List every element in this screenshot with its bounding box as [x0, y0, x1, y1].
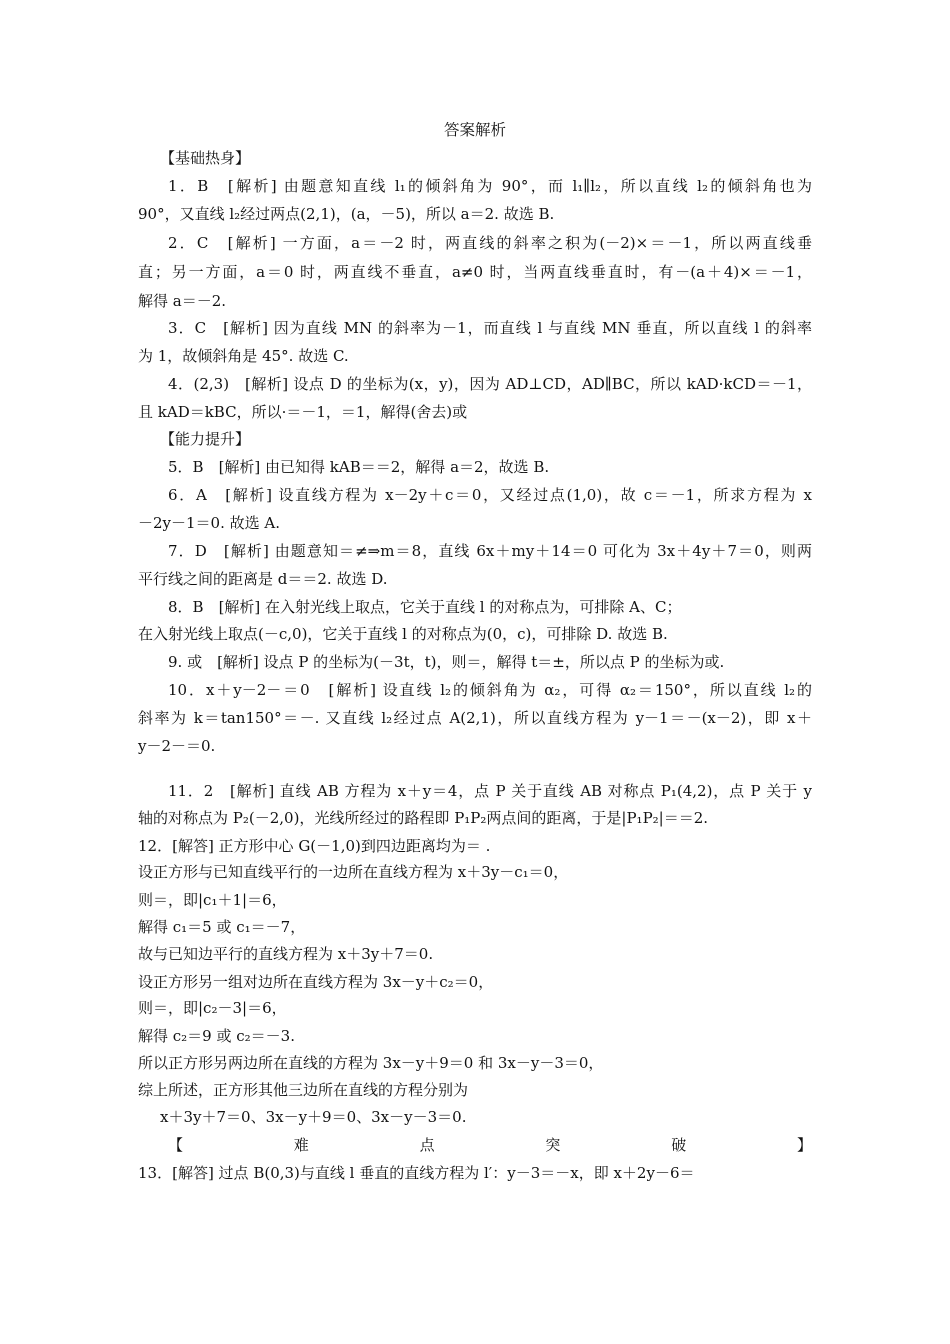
answer-line: 直；另一方面，a＝0 时，两直线不垂直，a≠0 时，当两直线垂直时，有－(a＋4)×＝－1，: [138, 263, 812, 281]
answer-line: 在入射光线上取点(－c,0)，它关于直线 l 的对称点为(0，c)，可排除 D. 故选 B.: [138, 625, 668, 643]
answer-line: 7．D [解析] 由题意知＝≠⇒m＝8，直线 6x＋my＋14＝0 可化为 3x＋4y＋7＝0，则两: [168, 542, 812, 560]
answer-line: 则＝，即|c₁＋1|＝6，: [138, 891, 287, 909]
answer-line: 【难点突破】: [168, 1136, 812, 1154]
answer-line: 斜率为 k＝tan150°＝－. 又直线 l₂经过点 A(2,1)，所以直线方程为 y－1＝－(x－2)，即 x＋: [138, 709, 812, 727]
answer-line: 13．[解答] 过点 B(0,3)与直线 l 垂直的直线方程为 l′：y－3＝－x，即 x＋2y－6＝: [138, 1164, 695, 1182]
answer-line: 综上所述，正方形其他三边所在直线的方程分别为: [138, 1081, 469, 1099]
answer-line: 设正方形另一组对边所在直线方程为 3x－y＋c₂＝0，: [138, 973, 494, 991]
answer-line: 4．(2,3) [解析] 设点 D 的坐标为(x，y)，因为 AD⊥CD，AD∥BC，所以 kAD·kCD＝－1，: [168, 375, 812, 393]
section-heading: 【基础热身】: [160, 149, 251, 167]
answer-line: 为 1，故倾斜角是 45°. 故选 C.: [138, 347, 349, 365]
answer-line: 3．C [解析] 因为直线 MN 的斜率为－1，而直线 l 与直线 MN 垂直，所以直线 l 的斜率: [168, 319, 812, 337]
answer-line: 则＝，即|c₂－3|＝6，: [138, 999, 287, 1017]
answer-line: 平行线之间的距离是 d＝＝2. 故选 D.: [138, 570, 388, 588]
answer-line: 1．B [解析] 由题意知直线 l₁的倾斜角为 90°，而 l₁∥l₂，所以直线 l₂的倾斜角也为: [168, 177, 812, 195]
answer-line: 9. 或 [解析] 设点 P 的坐标为(－3t，t)，则＝，解得 t＝±，所以点 P 的坐标为或.: [168, 653, 725, 671]
section-heading: 【能力提升】: [160, 430, 251, 448]
answer-line: 轴的对称点为 P₂(－2,0)，光线所经过的路程即 P₁P₂两点间的距离，于是|P₁P₂|＝＝2.: [138, 809, 709, 827]
answer-line: 2．C [解析] 一方面，a＝－2 时，两直线的斜率之积为(－2)×＝－1，所以两直线垂: [168, 234, 812, 252]
answer-line: －2y－1＝0. 故选 A.: [138, 514, 281, 532]
answer-line: 设正方形与已知直线平行的一边所在直线方程为 x＋3y－c₁＝0，: [138, 863, 569, 881]
answer-line: 5．B [解析] 由已知得 kAB＝＝2，解得 a＝2，故选 B.: [168, 458, 550, 476]
page-title: 答案解析: [443, 121, 506, 139]
answer-line: 12．[解答] 正方形中心 G(－1,0)到四边距离均为＝ .: [138, 837, 491, 855]
section-heading: x＋3y＋7＝0、3x－y＋9＝0、3x－y－3＝0.: [160, 1108, 467, 1126]
answer-line: 解得 c₂＝9 或 c₂＝－3.: [138, 1027, 295, 1045]
answer-line: 解得 c₁＝5 或 c₁＝－7，: [138, 918, 306, 936]
answer-line: 6．A [解析] 设直线方程为 x－2y＋c＝0，又经过点(1,0)，故 c＝－1，所求方程为 x: [168, 486, 812, 504]
answer-line: 11．2 [解析] 直线 AB 方程为 x＋y＝4，点 P 关于直线 AB 对称点 P₁(4,2)，点 P 关于 y: [168, 782, 812, 800]
answer-line: y－2－＝0.: [138, 737, 216, 755]
answer-line: 且 kAD＝kBC，所以·＝－1，＝1，解得(舍去)或: [138, 403, 468, 421]
answer-line: 解得 a＝－2.: [138, 292, 227, 310]
answer-line: 8．B [解析] 在入射光线上取点，它关于直线 l 的对称点为，可排除 A、C；: [168, 598, 682, 616]
answer-line: 90°，又直线 l₂经过两点(2,1)，(a，－5)，所以 a＝2. 故选 B.: [138, 205, 555, 223]
answer-line: 故与已知边平行的直线方程为 x＋3y＋7＝0.: [138, 945, 434, 963]
answer-line: 所以正方形另两边所在直线的方程为 3x－y＋9＝0 和 3x－y－3＝0，: [138, 1054, 604, 1072]
answer-line: 10．x＋y－2－＝0 [解析] 设直线 l₂的倾斜角为 α₂，可得 α₂＝150°，所以直线 l₂的: [168, 681, 812, 699]
